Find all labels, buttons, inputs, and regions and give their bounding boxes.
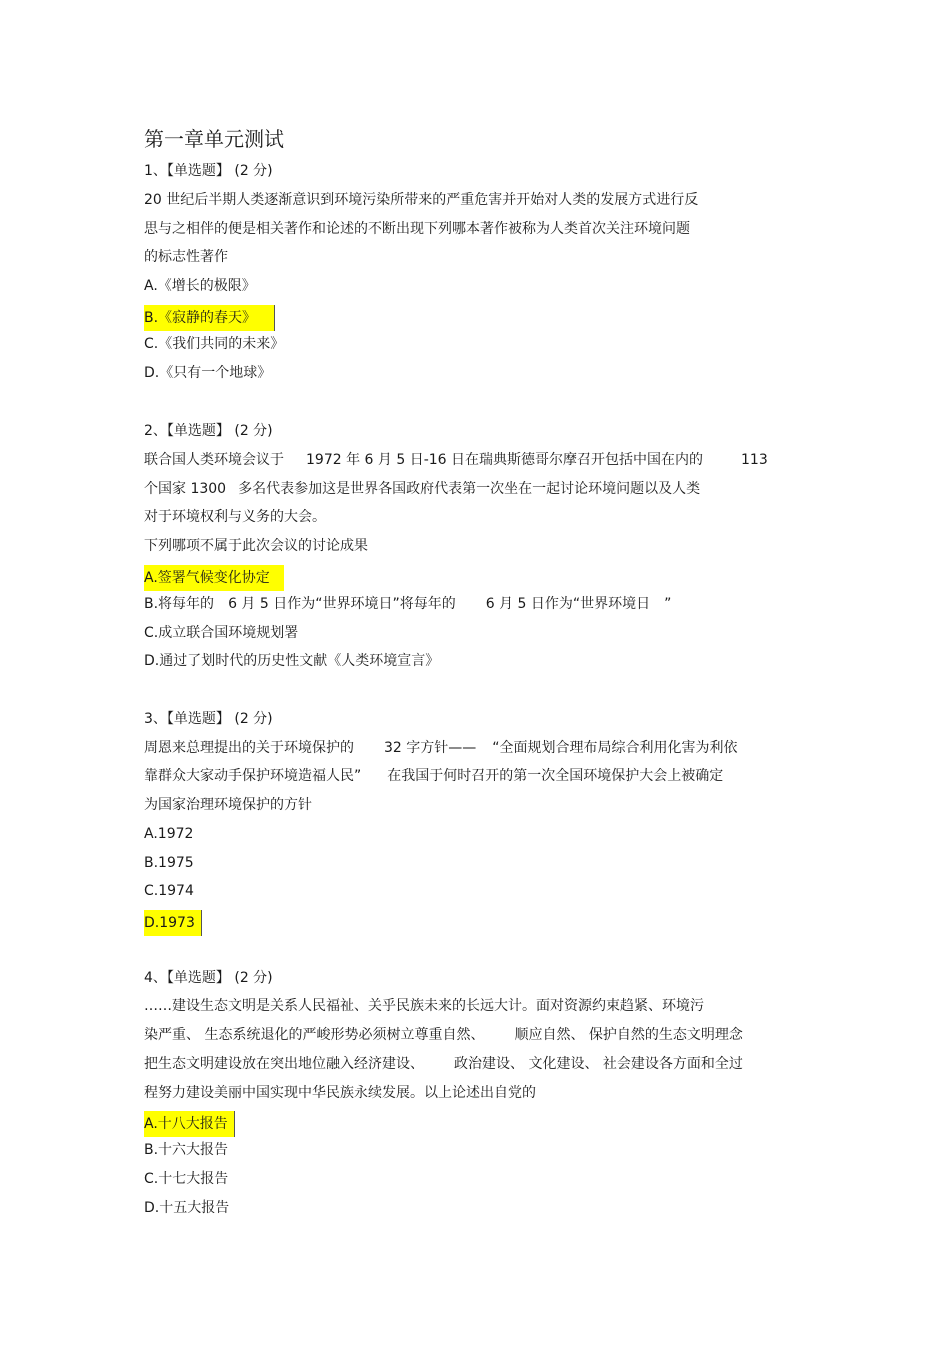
question-2-stem-line: 对于环境权利与义务的大会。 — [144, 509, 326, 525]
question-3-option-c[interactable]: C.1974 — [144, 883, 194, 899]
question-3-option-d[interactable] — [144, 910, 202, 936]
question-4-stem-line — [144, 1054, 743, 1074]
text-segment: 113 — [741, 452, 768, 468]
question-2-option-c[interactable]: C.成立联合国环境规划署 — [144, 625, 299, 641]
text-segment: 把生态文明建设放在突出地位融入经济建设、 — [144, 1056, 424, 1072]
text-segment: 1972 年 6 月 5 日-16 日在瑞典斯德哥尔摩召开包括中国在内的 — [306, 452, 704, 468]
question-4-option-b[interactable]: B.十六大报告 — [144, 1142, 229, 1158]
text-segment: “全面规划合理布局综合利用化害为利依 — [492, 740, 738, 756]
question-2-option-a[interactable] — [144, 565, 284, 591]
question-4-stem-line — [144, 1025, 743, 1045]
answer-highlight: A.十八大报告 — [144, 1111, 235, 1137]
question-1-stem-line: 的标志性著作 — [144, 249, 228, 265]
text-segment: 32 字方针—— — [384, 740, 477, 756]
text-segment: 靠群众大家动手保护环境造福人民” — [144, 768, 362, 784]
question-1-option-a[interactable]: A.《增长的极限》 — [144, 278, 256, 294]
question-1-stem-line: 思与之相伴的便是相关著作和论述的不断出现下列哪本著作被称为人类首次关注环境问题 — [144, 221, 690, 237]
text-segment: 多名代表参加这是世界各国政府代表第一次坐在一起讨论环境问题以及人类 — [238, 481, 701, 497]
question-3-stem-line: 为国家治理环境保护的方针 — [144, 797, 312, 813]
question-2-stem-line: 下列哪项不属于此次会议的讨论成果 — [144, 538, 368, 554]
question-1-option-c[interactable]: C.《我们共同的未来》 — [144, 336, 285, 352]
question-1-option-d[interactable]: D.《只有一个地球》 — [144, 365, 272, 381]
answer-highlight: D.1973 — [144, 910, 202, 936]
question-2-option-d[interactable]: D.通过了划时代的历史性文献《人类环境宣言》 — [144, 653, 440, 669]
question-1-stem-line: 20 世纪后半期人类逐渐意识到环境污染所带来的严重危害并开始对人类的发展方式进行反 — [144, 192, 699, 208]
question-1-header: 1、【单选题】 (2 分) — [144, 163, 273, 179]
text-segment: 顺应自然、 保护自然的生态文明理念 — [514, 1027, 743, 1043]
answer-highlight: B.《寂静的春天》 — [144, 305, 275, 331]
question-2-stem-line — [144, 450, 768, 470]
question-2-header: 2、【单选题】 (2 分) — [144, 423, 273, 439]
question-3-stem-line — [144, 738, 738, 758]
text-segment: 在我国于何时召开的第一次全国环境保护大会上被确定 — [387, 768, 724, 784]
question-3-option-b[interactable]: B.1975 — [144, 855, 194, 871]
text-segment: 6 月 5 日作为“世界环境日 — [485, 596, 651, 612]
question-4-option-c[interactable]: C.十七大报告 — [144, 1171, 229, 1187]
answer-highlight: A.签署气候变化协定 — [144, 565, 284, 591]
question-3-header: 3、【单选题】 (2 分) — [144, 711, 273, 727]
text-segment: ” — [664, 596, 672, 612]
question-4-stem-line: 程努力建设美丽中国实现中华民族永续发展。以上论述出自党的 — [144, 1085, 536, 1101]
text-segment: 6 月 5 日作为“世界环境日”将每年的 — [228, 596, 456, 612]
question-4-option-d[interactable]: D.十五大报告 — [144, 1200, 230, 1216]
question-2-stem-line — [144, 479, 700, 499]
text-segment: 染严重、 生态系统退化的严峻形势必须树立尊重自然、 — [144, 1027, 485, 1043]
question-4-option-a[interactable] — [144, 1111, 235, 1137]
page-title: 第一章单元测试 — [144, 127, 284, 151]
text-segment: 周恩来总理提出的关于环境保护的 — [144, 740, 354, 756]
text-segment: 个国家 1300 — [144, 481, 227, 497]
question-1-option-b[interactable] — [144, 305, 275, 331]
question-3-option-a[interactable]: A.1972 — [144, 826, 194, 842]
text-segment: 政治建设、 文化建设、 社会建设各方面和全过 — [454, 1056, 743, 1072]
question-4-stem-line: ……建设生态文明是关系人民福祉、关乎民族未来的长远大计。面对资源约束趋紧、环境污 — [144, 998, 704, 1014]
text-segment: 联合国人类环境会议于 — [144, 452, 284, 468]
question-2-option-b[interactable] — [144, 594, 671, 614]
question-3-stem-line — [144, 766, 723, 786]
text-segment: B.将每年的 — [144, 596, 215, 612]
question-4-header: 4、【单选题】 (2 分) — [144, 970, 273, 986]
